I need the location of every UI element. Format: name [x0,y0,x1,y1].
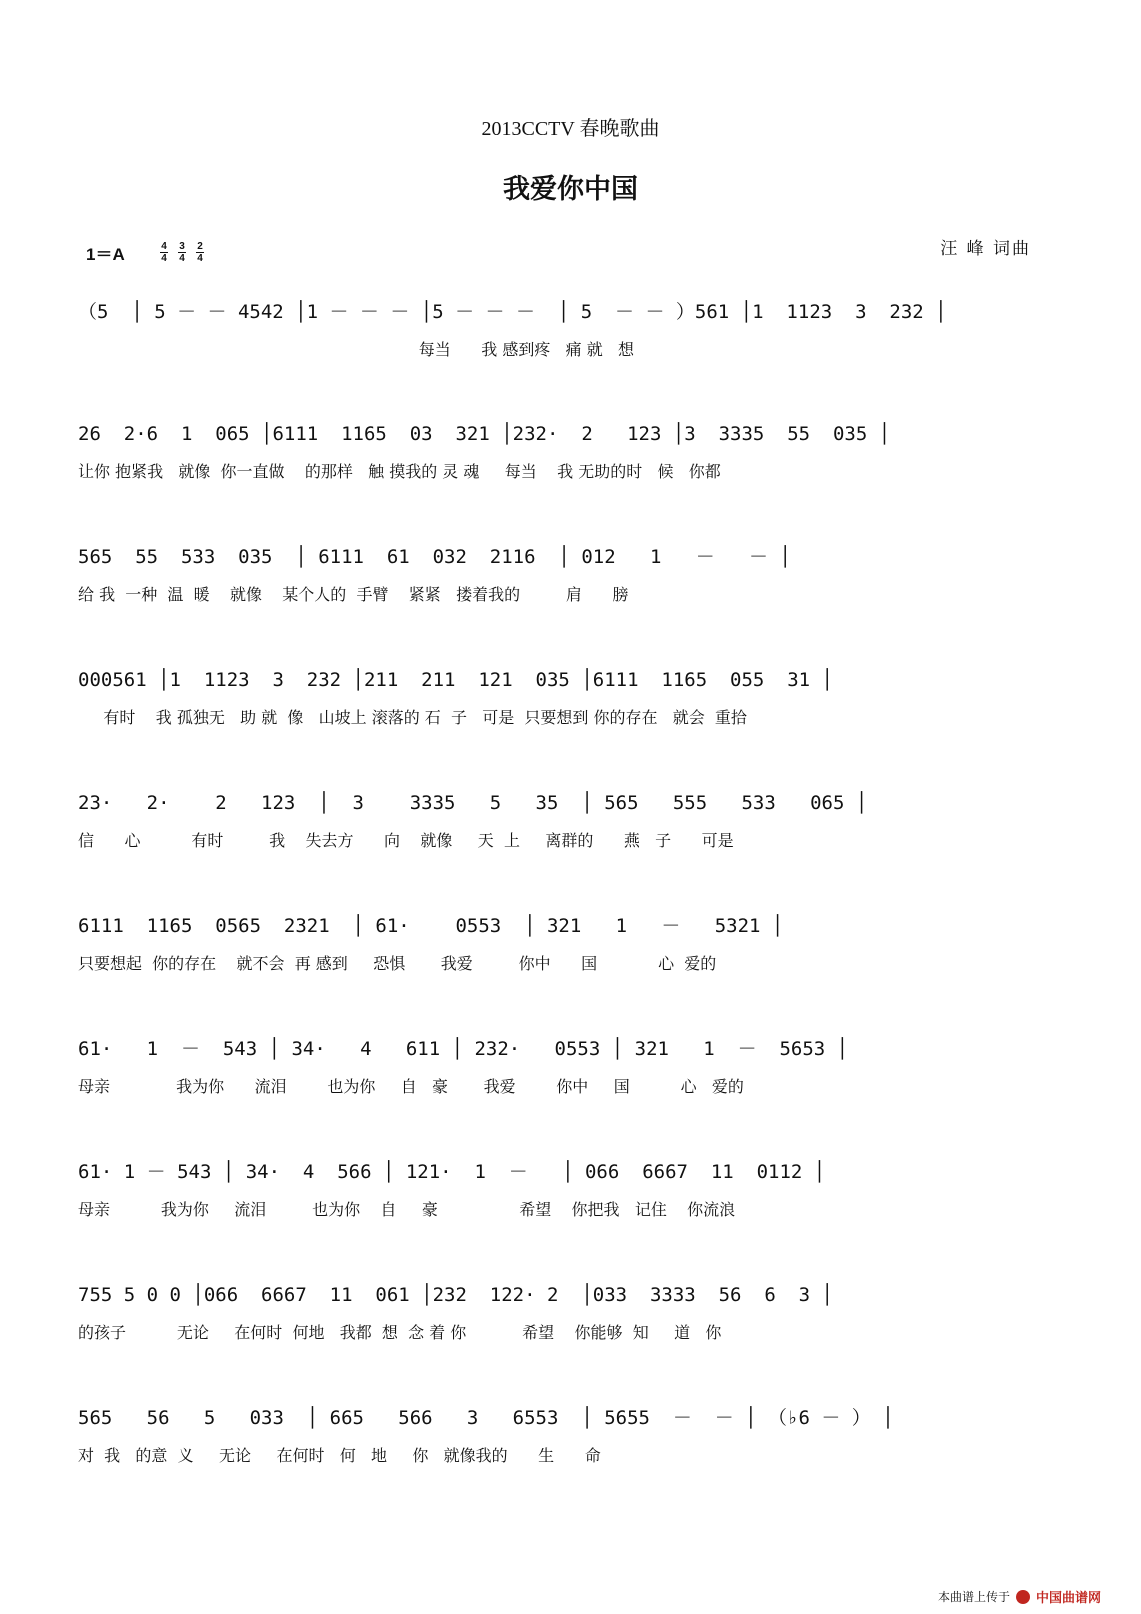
site-name: 中国曲谱网 [1035,1591,1101,1606]
lyrics-line: 母亲 我为你 流泪 也为你 自 豪 我爱 你中 国 心 爱的 [78,1077,744,1096]
notation-line: 6111 1165 0565 2321 │ 61· 0553 │ 321 1 － 5321 │ [78,915,784,937]
lyrics-line: 母亲 我为你 流泪 也为你 自 豪 希望 你把我 记住 你流浪 [78,1200,736,1219]
time-signature-4-4: 4 4 [161,241,167,264]
site-logo-icon [1016,1590,1030,1604]
notation-line: 26 2·6 1 065 │6111 1165 03 321 │232· 2 123 │3 3335 55 035 │ [78,423,891,445]
notation-line: 000561 │1 1123 3 232 │211 211 121 035 │6111 1165 055 31 │ [78,669,833,691]
system-6 [78,910,1028,1000]
lyrics-line: 信 心 有时 我 失去方 向 就像 天 上 离群的 燕 子 可是 [78,831,734,850]
system-9 [78,1279,1028,1369]
system-10 [78,1402,1028,1492]
lyrics-line: 让你 抱紧我 就像 你一直做 的那样 触 摸我的 灵 魂 每当 我 无助的时 候 你都 [78,462,721,481]
system-1 [78,296,1028,386]
time-signature-3-4: 3 4 [179,241,185,264]
notation-line: 755 5 0 0 │066 6667 11 061 │232 122· 2 │033 3333 56 6 3 │ [78,1284,833,1306]
system-5 [78,787,1028,877]
lyrics-line: 有时 我 孤独无 助 就 像 山坡上 滚落的 石 子 可是 只要想到 你的存在 就会 重拾 [78,708,747,727]
page-title: 我爱你中国 [503,174,638,205]
time-signatures [160,241,204,264]
system-4 [78,664,1028,754]
composer-credit: 汪 峰 词曲 [940,239,1031,259]
lyrics-line: 的孩子 无论 在何时 何地 我都 想 念 着 你 希望 你能够 知 道 你 [78,1323,722,1342]
lyrics-line: 对 我 的意 义 无论 在何时 何 地 你 就像我的 生 命 [78,1446,601,1465]
system-7 [78,1033,1028,1123]
footer-watermark [938,1587,1101,1606]
notation-line: 61· 1 － 543 │ 34· 4 566 │ 121· 1 － │ 066 6667 11 0112 │ [78,1161,826,1183]
notation-line: 565 55 533 035 │ 6111 61 032 2116 │ 012 1 － － │ [78,546,791,568]
notation-line: 23· 2· 2 123 │ 3 3335 5 35 │ 565 555 533 065 │ [78,792,868,814]
system-8 [78,1156,1028,1246]
upload-text: 本曲谱上传于 [937,1590,1010,1604]
notation-line: 61· 1 － 543 │ 34· 4 611 │ 232· 0553 │ 321 1 － 5653 │ [78,1038,849,1060]
notation-line: 565 56 5 033 │ 665 566 3 6553 │ 5655 － － │ （♭6 － ） │ [78,1407,894,1429]
subtitle: 2013CCTV 春晚歌曲 [481,118,660,140]
lyrics-line: 只要想起 你的存在 就不会 再 感到 恐惧 我爱 你中 国 心 爱的 [78,954,717,973]
system-2 [78,418,1028,508]
lyrics-line: 每当 我 感到疼 痛 就 想 [78,340,634,359]
lyrics-line: 给 我 一种 温 暖 就像 某个人的 手臂 紧紧 搂着我的 肩 膀 [78,585,629,604]
time-signature-2-4: 2 4 [197,241,203,264]
notation-line: （5 │ 5 － － 4542 │1 － － － │5 － － － │ 5 － － ）561 │1 1123 3 232 │ [78,301,947,323]
key-signature: 1＝A [86,245,125,264]
system-3 [78,541,1028,631]
